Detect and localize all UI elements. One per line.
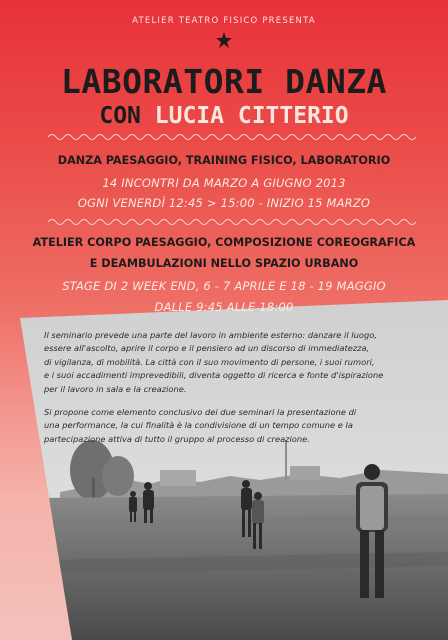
presenter-line: ATELIER TEATRO FISICO PRESENTA — [132, 16, 316, 26]
paragraph-line: essere all'ascolto, aprire il corpo e il pensiero ad un discorso di immediatezza, — [44, 343, 370, 354]
program1-heading: DANZA PAESAGGIO, TRAINING FISICO, LABORATORIO — [57, 154, 391, 167]
paragraph-line: per il lavoro in sala e la creazione. — [44, 383, 187, 394]
title-prefix: CON — [99, 103, 141, 129]
star-icon — [216, 32, 232, 48]
wave-divider — [0, 132, 448, 142]
paragraph-line: partecipazione attiva di tutto il gruppo al processo di creazione. — [44, 433, 310, 444]
title-line-1: LABORATORI DANZA — [61, 62, 387, 101]
program2-dates: STAGE DI 2 WEEK END, 6 - 7 APRILE E 18 - 19 MAGGIO — [62, 279, 386, 293]
program2-heading-line-1: ATELIER CORPO PAESAGGIO, COMPOSIZIONE COREOGRAFICA — [32, 236, 416, 249]
instructor-name: LUCIA CITTERIO — [154, 103, 349, 129]
title-line-2 — [0, 103, 448, 129]
program2-heading-line-2: E DEAMBULAZIONI NELLO SPAZIO URBANO — [89, 257, 359, 270]
description-paragraph-1 — [44, 329, 416, 396]
description-paragraph-2 — [44, 406, 416, 446]
program1-schedule: OGNI VENERDÌ 12:45 > 15:00 - INIZIO 15 MARZO — [77, 196, 371, 210]
program1-dates: 14 INCONTRI DA MARZO A GIUGNO 2013 — [102, 176, 346, 190]
wave-divider — [0, 217, 448, 227]
paragraph-line: e i suoi accadimenti imprevedibili, diventa oggetto di ricerca e fonte d'ispirazione — [44, 370, 384, 381]
paragraph-line: una performance, la cui finalità è la condivisione di un tempo comune e la — [44, 420, 353, 431]
paragraph-line: Si propone come elemento conclusivo dei due seminari la presentazione di — [44, 407, 357, 417]
paragraph-line: Il seminario prevede una parte del lavoro in ambiente esterno: danzare il luogo, — [44, 330, 377, 340]
program2-hours: DALLE 9:45 ALLE 18:00 — [154, 300, 294, 314]
paragraph-line: di vigilanza, di mobilità. La città con il suo movimento di persone, i suoi rumori, — [44, 356, 375, 367]
